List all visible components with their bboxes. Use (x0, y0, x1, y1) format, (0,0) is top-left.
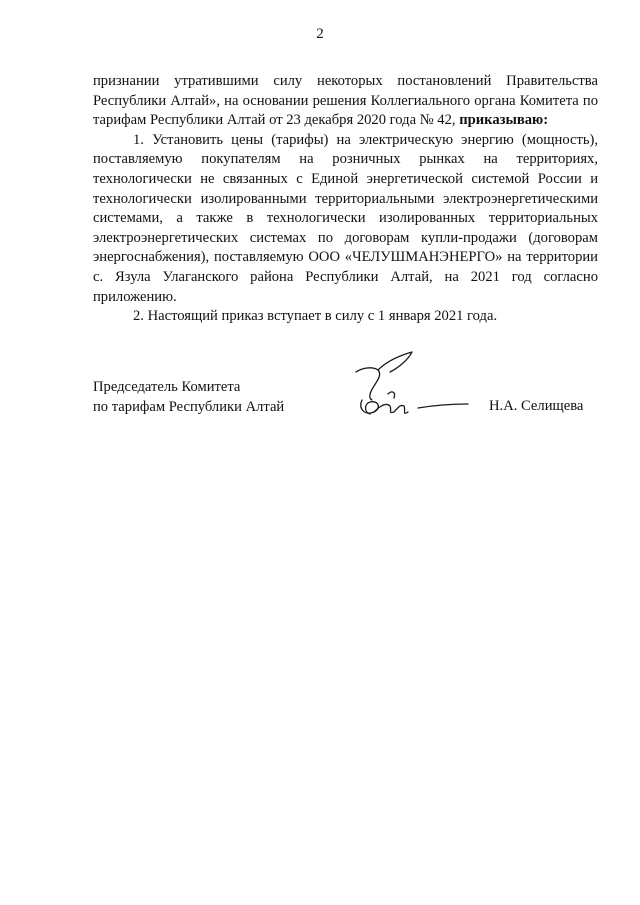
document-body (93, 72, 598, 327)
signature-block (93, 376, 598, 436)
position-line-2: по тарифам Республики Алтай (93, 398, 285, 415)
page-number: 2 (316, 26, 324, 42)
handwritten-signature (338, 350, 478, 440)
signatory-position (93, 378, 284, 417)
intro-paragraph (93, 72, 598, 131)
intro-text: признании утратившими силу некоторых постановлений Правительства Республики Алтай», на основании решения Коллегиального органа Комитета по тарифам Республики Алтай от 23 декабря 2020 года № 42, (93, 73, 598, 129)
orders-word: приказываю: (459, 112, 549, 129)
signatory-name: Н.А. Селищева (489, 398, 584, 414)
order-item-2: 2. Настоящий приказ вступает в силу с 1 января 2021 года. (133, 308, 498, 325)
position-line-1: Председатель Комитета (93, 379, 241, 395)
order-item-1: 1. Установить цены (тарифы) на электрическую энергию (мощность), поставляемую покупателям на розничных рынках на территориях, технологически не связанных с Единой энергетической системой России и технологически изолированными территориальными электроэнергетическими системами, а также в технологически изолированных территориальных электроэнергетических системах по договорам купли-продажи (договорам энергоснабжения), поставляемую ООО «ЧЕЛУШМАНЭНЕРГО» на территории с. Язула Улаганского района Республики Алтай, на 2021 год согласно приложению. (93, 131, 598, 305)
